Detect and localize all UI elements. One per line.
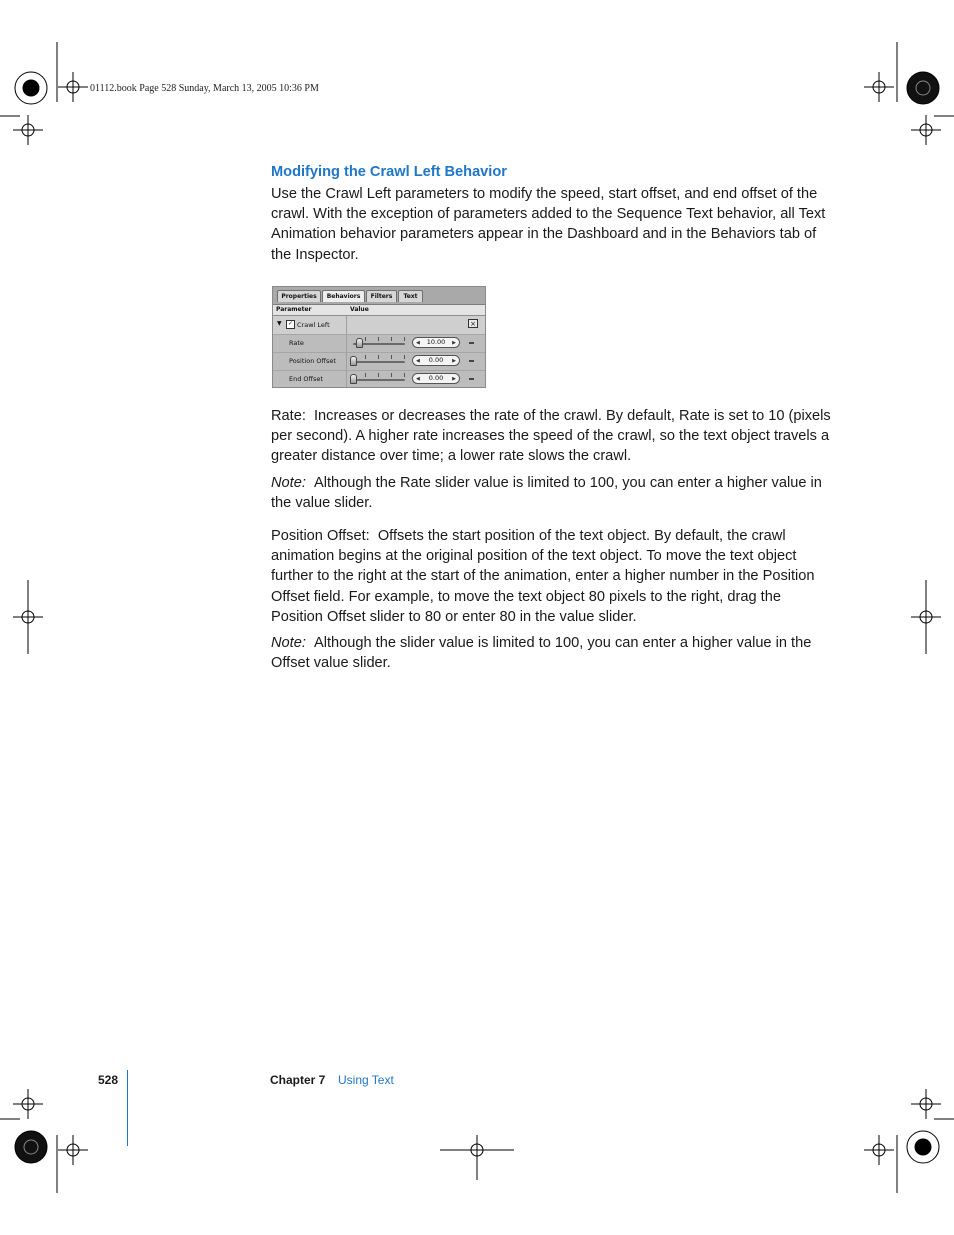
slider-tick (404, 337, 405, 341)
column-divider (346, 352, 347, 370)
position-offset-slider[interactable] (353, 361, 405, 363)
slider-tick (378, 373, 379, 377)
position-offset-value: 0.00 (428, 356, 444, 364)
column-divider (346, 334, 347, 352)
slider-tick (404, 373, 405, 377)
rate-value: 10.00 (426, 338, 446, 346)
slider-tick (391, 355, 392, 359)
position-offset-note-text: Although the slider value is limited to 100, you can enter a higher value in the Offset value slider. (271, 635, 812, 672)
increment-arrow-icon[interactable]: ▶ (452, 358, 456, 364)
inspector-screenshot (272, 286, 486, 388)
slider-tick (378, 355, 379, 359)
slider-tick (391, 337, 392, 341)
reset-dash-icon[interactable] (469, 360, 474, 362)
section-heading: Modifying the Crawl Left Behavior (271, 164, 507, 180)
chapter-title: Using Text (338, 1073, 394, 1087)
column-divider (346, 316, 347, 334)
intro-paragraph (271, 184, 831, 265)
slider-tick (365, 337, 366, 341)
column-divider (346, 370, 347, 388)
slider-tick (378, 337, 379, 341)
rate-paragraph (271, 406, 831, 467)
tab-behaviors[interactable]: Behaviors (322, 290, 365, 302)
book-header: 01112.book Page 528 Sunday, March 13, 2005 10:36 PM (90, 83, 319, 94)
increment-arrow-icon[interactable]: ▶ (452, 376, 456, 382)
column-header (273, 305, 485, 316)
note-label: Note: (271, 635, 306, 651)
slider-tick (404, 355, 405, 359)
param-row-position-offset (273, 352, 485, 371)
position-offset-text: Offsets the start position of the text object. By default, the crawl animation begins at the original position of the text object. To move the text object further to the right at the start of the animation, enter a higher number in the Position Offset field. For example, to move the text object 80 pixels to the right, drag the Position Offset slider to 80 or enter 80 in the value slider. (271, 528, 815, 625)
slider-knob[interactable] (350, 356, 357, 366)
end-offset-value: 0.00 (428, 374, 444, 382)
decrement-arrow-icon[interactable]: ◀ (416, 376, 420, 382)
decrement-arrow-icon[interactable]: ◀ (416, 358, 420, 364)
slider-tick (391, 373, 392, 377)
increment-arrow-icon[interactable]: ▶ (452, 340, 456, 346)
enable-checkbox[interactable]: ✓ (287, 320, 294, 327)
behavior-name: Crawl Left (297, 321, 330, 329)
slider-tick (365, 355, 366, 359)
behavior-group-row (273, 316, 485, 335)
rate-term: Rate: (271, 408, 306, 424)
tab-text[interactable]: Text (398, 290, 423, 302)
tab-filters[interactable]: Filters (366, 290, 397, 302)
note-label: Note: (271, 475, 306, 491)
end-offset-value-field[interactable] (412, 373, 460, 384)
intro-text: Use the Crawl Left parameters to modify the speed, start offset, and end offset of the crawl. With the exception of parameters added to the Sequence Text behavior, all Text Animation behavior parameters appear in the Dashboard and in the Behaviors tab of the Inspector. (271, 186, 826, 263)
rate-note (271, 473, 831, 513)
position-offset-value-field[interactable] (412, 355, 460, 366)
rate-note-text: Although the Rate slider value is limited to 100, you can enter a higher value in the value slider. (271, 475, 822, 512)
column-parameter: Parameter (276, 306, 312, 313)
close-icon[interactable]: × (468, 319, 478, 328)
param-label: End Offset (289, 375, 323, 383)
slider-tick (365, 373, 366, 377)
param-row-rate (273, 334, 485, 353)
slider-knob[interactable] (356, 338, 363, 348)
footer-rule (127, 1070, 128, 1146)
disclosure-triangle-icon[interactable]: ▼ (277, 320, 282, 327)
page-number: 528 (98, 1073, 119, 1087)
rate-value-field[interactable] (412, 337, 460, 348)
position-offset-term: Position Offset: (271, 528, 370, 544)
decrement-arrow-icon[interactable]: ◀ (416, 340, 420, 346)
position-offset-paragraph (271, 526, 831, 627)
chapter-label: Chapter 7 (270, 1073, 326, 1087)
reset-dash-icon[interactable] (469, 342, 474, 344)
param-row-end-offset (273, 370, 485, 388)
slider-knob[interactable] (350, 374, 357, 384)
end-offset-slider[interactable] (353, 379, 405, 381)
position-offset-note (271, 633, 831, 673)
inspector-tabbar (273, 287, 485, 305)
tab-properties[interactable]: Properties (277, 290, 321, 302)
param-label: Position Offset (289, 357, 336, 365)
column-value: Value (350, 306, 369, 313)
rate-text: Increases or decreases the rate of the crawl. By default, Rate is set to 10 (pixels per second). A higher rate increases the speed of the crawl, so the text object travels a greater distance over time; a lower rate slows the crawl. (271, 408, 831, 465)
param-label: Rate (289, 339, 304, 347)
reset-dash-icon[interactable] (469, 378, 474, 380)
